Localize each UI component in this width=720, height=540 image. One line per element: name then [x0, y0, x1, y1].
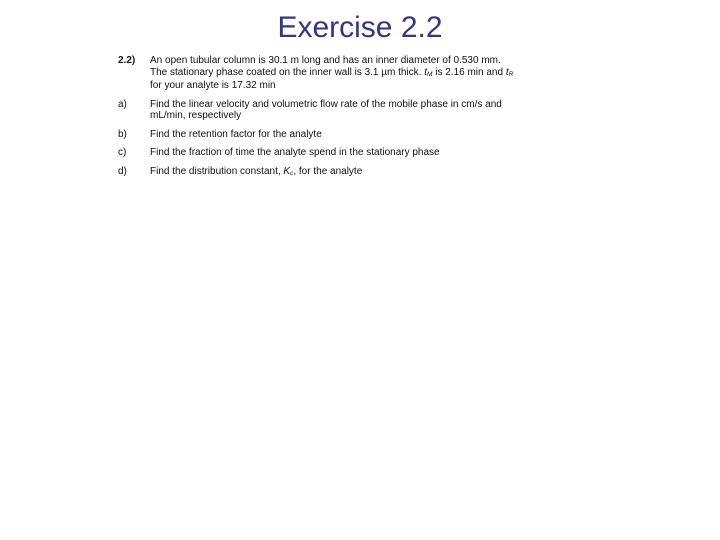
problem-statement [118, 55, 568, 92]
slide-title: Exercise 2.2 [277, 11, 443, 44]
tr-symbol: t [505, 66, 509, 78]
question-text-a [150, 99, 568, 122]
question-item-d [118, 166, 568, 180]
question-text-c: Find the fraction of time the analyte spend in the stationary phase [150, 147, 440, 158]
question-a-line-2: mL/min, respectively [150, 110, 242, 121]
tm-symbol: t [424, 66, 428, 78]
question-item-c [118, 147, 568, 159]
statement-line-1: An open tubular column is 30.1 m long and has an inner diameter of 0.530 mm. [150, 55, 501, 66]
question-item-a [118, 99, 568, 122]
question-label-c: c) [118, 147, 127, 158]
tr-subscript: R [508, 70, 514, 78]
question-item-b [118, 129, 568, 141]
problem-block [118, 55, 568, 186]
statement-line-2-start: The stationary phase coated on the inner wall is 3.1 µm thick. [150, 66, 425, 78]
question-d-start: Find the distribution constant, [150, 165, 284, 177]
problem-statement-text [150, 55, 568, 92]
question-text-b: Find the retention factor for the analyte [150, 128, 322, 140]
question-a-line-1: Find the linear velocity and volumetric flow rate of the mobile phase in cm/s and [150, 98, 502, 110]
statement-line-2 [150, 67, 568, 81]
kc-subscript: c [290, 169, 294, 177]
question-label-a: a) [118, 98, 127, 110]
statement-line-2-middle: is 2.16 min and [432, 66, 506, 78]
tm-subscript: M [427, 70, 433, 78]
question-d-end: , for the analyte [293, 165, 363, 177]
problem-number: 2.2) [118, 55, 136, 66]
statement-line-3: for your analyte is 17.32 min [150, 80, 276, 91]
question-label-b: b) [118, 128, 127, 140]
kc-symbol: K [283, 165, 291, 177]
question-label-d: d) [118, 165, 127, 177]
question-text-d [150, 166, 568, 180]
